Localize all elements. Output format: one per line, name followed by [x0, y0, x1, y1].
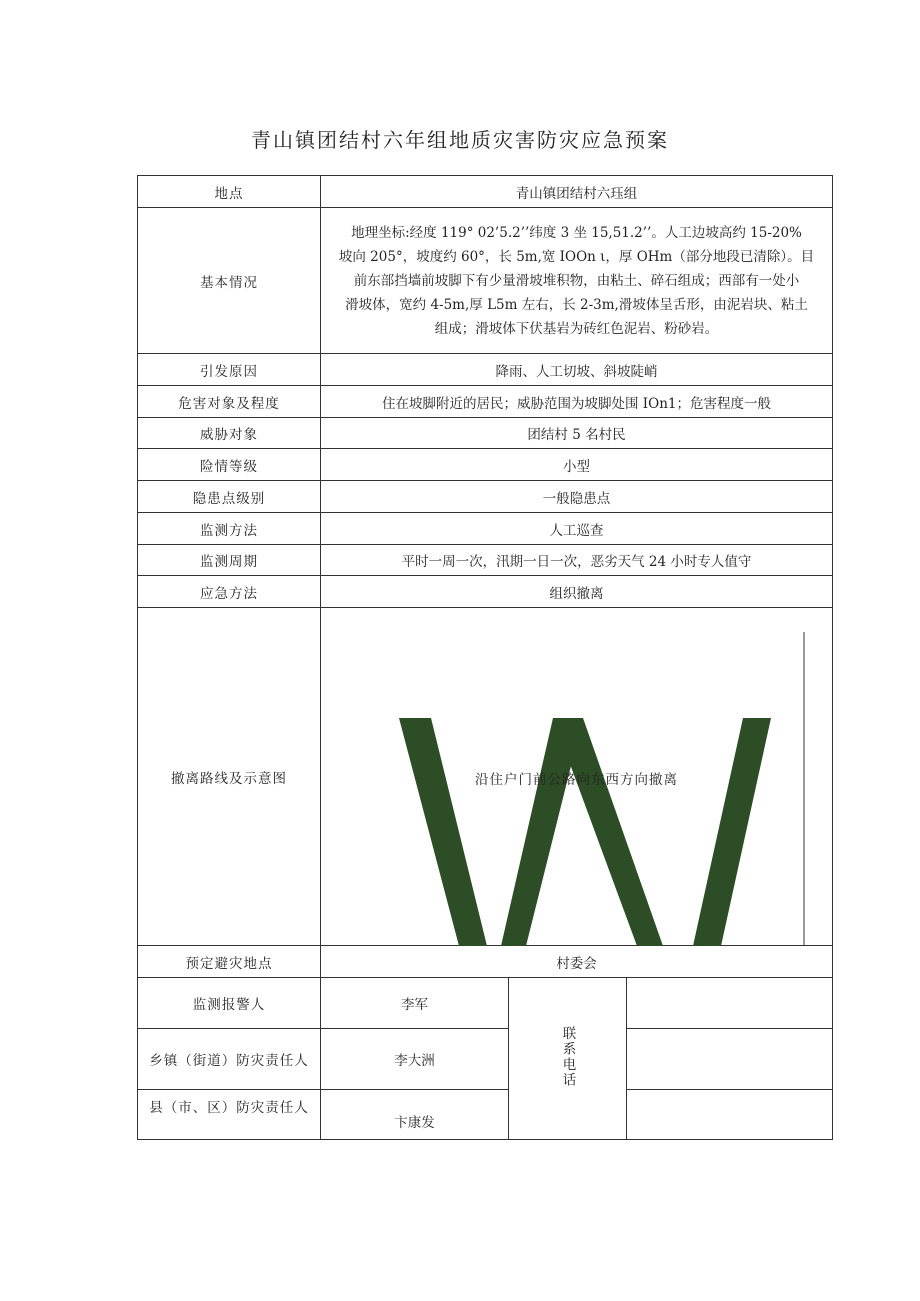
danger-level-value: 小型: [321, 449, 833, 481]
evacuation-diagram-cell: [321, 608, 833, 946]
contact-name: 李大洲: [321, 1029, 509, 1090]
contact-phone-label: 联系电话: [559, 1025, 576, 1088]
contact-row: [138, 1090, 833, 1140]
location-label: 地点: [138, 176, 321, 208]
hazard-label: 危害对象及程度: [138, 386, 321, 418]
basic-line: 地理坐标:经度 119° 02’5.2’’纬度 3 坐 15,51.2’’。人工边坡高约 15-20%: [351, 224, 802, 241]
location-value: 青山镇团结村六珏组: [321, 176, 833, 208]
route-mark-left: [399, 718, 487, 946]
monitor-cycle-value: 平时一周一次，汛期一日一次，恶劣天气 24 小时专人值守: [321, 545, 833, 576]
cause-value: 降雨、人工切坡、斜坡陡峭: [321, 354, 833, 386]
row-emergency: [138, 576, 833, 608]
contact-phone-value: [627, 1090, 833, 1140]
row-cause: [138, 354, 833, 386]
basic-line: 滑坡体，宽约 4-5m,厚 L5m 左右，长 2-3m,滑坡体呈舌形，由泥岩块、粘土: [345, 296, 808, 313]
basic-line: 前东部挡墙前坡脚下有少量滑坡堆积物，由粘土、碎石组成；西部有一处小: [353, 272, 800, 289]
basic-line: 组成；滑坡体下伏基岩为砖红色泥岩、粉砂岩。: [434, 320, 719, 337]
basic-label: 基本情况: [138, 208, 321, 354]
danger-level-label: 险情等级: [138, 449, 321, 481]
monitor-method-value: 人工巡查: [321, 513, 833, 545]
emergency-label: 应急方法: [138, 576, 321, 608]
row-basic: [138, 208, 833, 354]
contact-role: 县（市、区）防灾责任人: [138, 1090, 321, 1140]
threat-label: 威胁对象: [138, 418, 321, 449]
contact-phone-label-cell: [509, 978, 627, 1140]
row-monitor-method: [138, 513, 833, 545]
basic-line: 坡向 205°，坡度约 60°，长 5m,宽 IOOn ι，厚 OHm（部分地段已清除）。目: [338, 248, 815, 265]
row-hazard: [138, 386, 833, 418]
contact-role: 乡镇（街道）防灾责任人: [138, 1029, 321, 1090]
route-mark-center-right: [553, 718, 663, 946]
emergency-value: 组织撤离: [321, 576, 833, 608]
contact-phone-value: [627, 1029, 833, 1090]
contact-name: 李军: [321, 978, 509, 1029]
contact-name: 卞康发: [321, 1090, 509, 1140]
hazard-value: 住在坡脚附近的居民；威胁范围为坡脚处围 IOn1；危害程度一般: [321, 386, 833, 418]
row-location: [138, 176, 833, 208]
contact-row: [138, 978, 833, 1029]
contact-row: [138, 1029, 833, 1090]
hazard-point-level-value: 一般隐患点: [321, 481, 833, 513]
row-monitor-cycle: [138, 545, 833, 576]
row-shelter: [138, 946, 833, 978]
row-hazard-point-level: [138, 481, 833, 513]
cause-label: 引发原因: [138, 354, 321, 386]
monitor-cycle-label: 监测周期: [138, 545, 321, 576]
threat-value: 团结村 5 名村民: [321, 418, 833, 449]
shelter-value: 村委会: [321, 946, 833, 978]
hazard-point-level-label: 隐患点级别: [138, 481, 321, 513]
monitor-method-label: 监测方法: [138, 513, 321, 545]
evacuation-caption: 沿住户门前公路向东西方向撤离: [475, 771, 678, 788]
contact-role: 监测报警人: [138, 978, 321, 1029]
shelter-label: 预定避灾地点: [138, 946, 321, 978]
basic-value: [321, 208, 833, 354]
plan-table: [137, 175, 833, 1140]
evacuation-label: 撤离路线及示意图: [138, 608, 321, 946]
contact-phone-value: [627, 978, 833, 1029]
row-evacuation: [138, 608, 833, 946]
row-danger-level: [138, 449, 833, 481]
row-threat: [138, 418, 833, 449]
page-title: 青山镇团结村六年组地质灾害防灾应急预案: [251, 128, 669, 152]
route-mark-right: [693, 718, 771, 946]
